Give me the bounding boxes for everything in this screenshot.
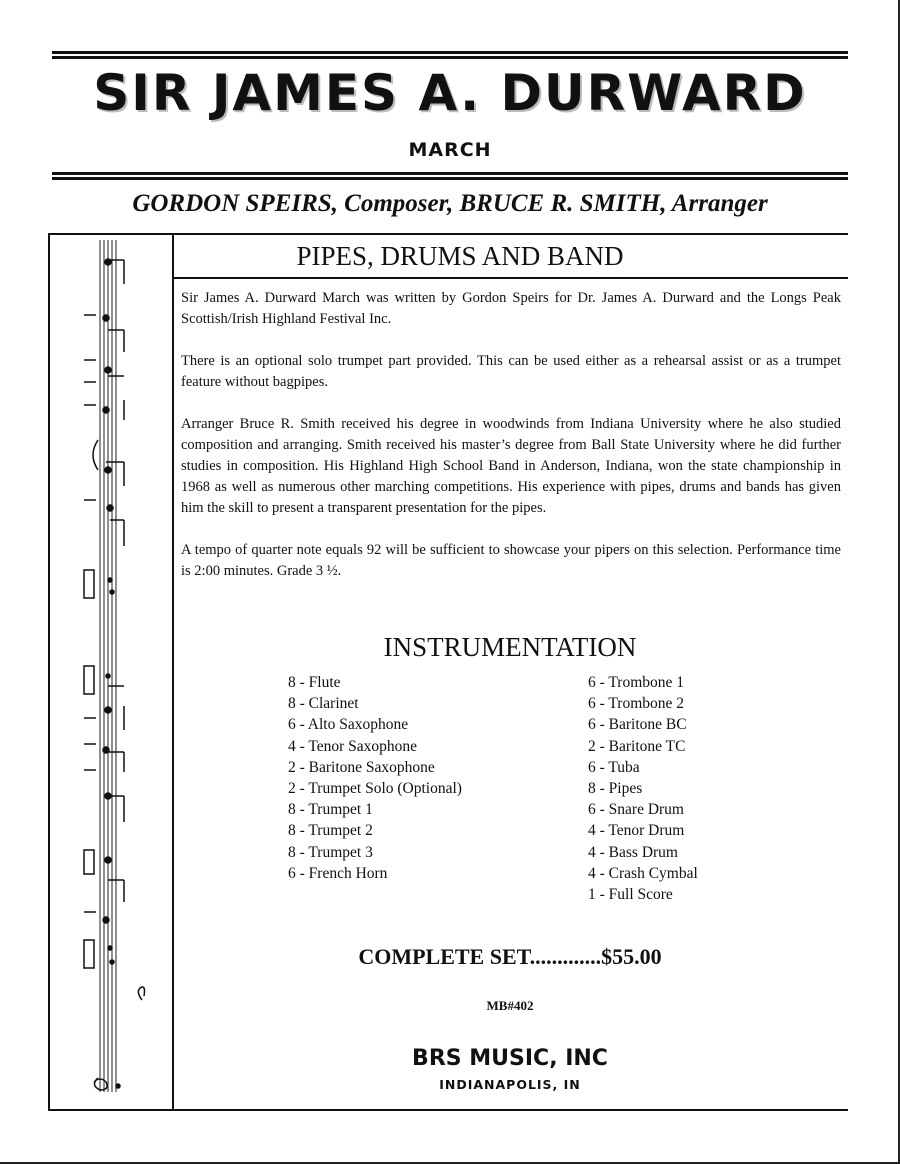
top-double-rule [52,51,848,59]
paragraph: Sir James A. Durward March was written by Gordon Speirs for Dr. James A. Durward and the Longs Peak Scottish/Irish Highland Festival Inc. [181,290,841,327]
heading-underline-rule [174,277,848,279]
list-item: 6 - French Horn [288,864,388,882]
list-item: 6 - Snare Drum [588,801,684,819]
list-item: 2 - Baritone Saxophone [288,758,435,776]
paragraph: Arranger Bruce R. Smith received his degree in woodwinds from Indiana University where he also studied composition and arranging. Smith received his master’s degree from Ball State University where he did further studies in composition. His Highland High School Band in Anderson, Indiana, won the state championship in 1968 as well as numerous other marching competitions. His experience with pipes, drums and bands has given him the skill to present a transparent presentation for the pipes. [181,416,841,516]
box-divider-rule [172,233,174,1111]
list-item: 8 - Trumpet 2 [288,822,373,840]
list-item: 6 - Trombone 2 [588,695,685,713]
box-left-rule [48,233,50,1111]
list-item: 6 - Trombone 1 [588,674,685,691]
score-subtitle: MARCH [408,139,492,161]
list-item: 2 - Baritone TC [588,737,686,755]
list-item: 4 - Bass Drum [588,843,678,861]
list-item: 8 - Trumpet 1 [288,801,373,819]
section-heading: PIPES, DRUMS AND BAND [296,241,624,271]
list-item: 6 - Alto Saxophone [288,716,409,734]
instrumentation-list-right [588,672,698,905]
instrumentation-heading: INSTRUMENTATION [383,632,637,662]
list-item: 1 - Full Score [588,886,673,904]
list-item: 4 - Tenor Saxophone [288,737,418,755]
paragraph: There is an optional solo trumpet part provided. This can be used either as a rehearsal assist or as a trumpet feature without bagpipes. [181,353,841,390]
list-item: 8 - Flute [288,674,341,691]
score-excerpt-image [80,240,160,1100]
publisher-city: INDIANAPOLIS, IN [439,1077,581,1092]
list-item: 8 - Trumpet 3 [288,843,373,861]
complete-set-price: COMPLETE SET.............$55.00 [358,944,662,969]
list-item: 6 - Tuba [588,758,640,776]
list-item: 2 - Trumpet Solo (Optional) [288,780,462,798]
description-body [181,288,841,603]
mid-double-rule [52,172,848,180]
list-item: 6 - Baritone BC [588,716,687,734]
instrumentation-list-left [288,672,462,884]
paragraph: A tempo of quarter note equals 92 will be sufficient to showcase your pipers on this selection. Performance time is 2:00 minutes. Grade 3 ½. [181,542,841,579]
list-item: 8 - Clarinet [288,695,359,713]
composer-arranger-credits: GORDON SPEIRS, Composer, BRUCE R. SMITH, Arranger [132,190,768,217]
score-title: SIR JAMES A. DURWARD [93,64,807,122]
list-item: 8 - Pipes [588,780,643,798]
publisher-name: BRS MUSIC, INC [412,1046,608,1071]
box-bottom-rule [48,1109,848,1111]
list-item: 4 - Tenor Drum [588,822,685,840]
list-item: 4 - Crash Cymbal [588,864,698,882]
box-top-rule [48,233,848,235]
catalog-number: MB#402 [486,998,534,1013]
